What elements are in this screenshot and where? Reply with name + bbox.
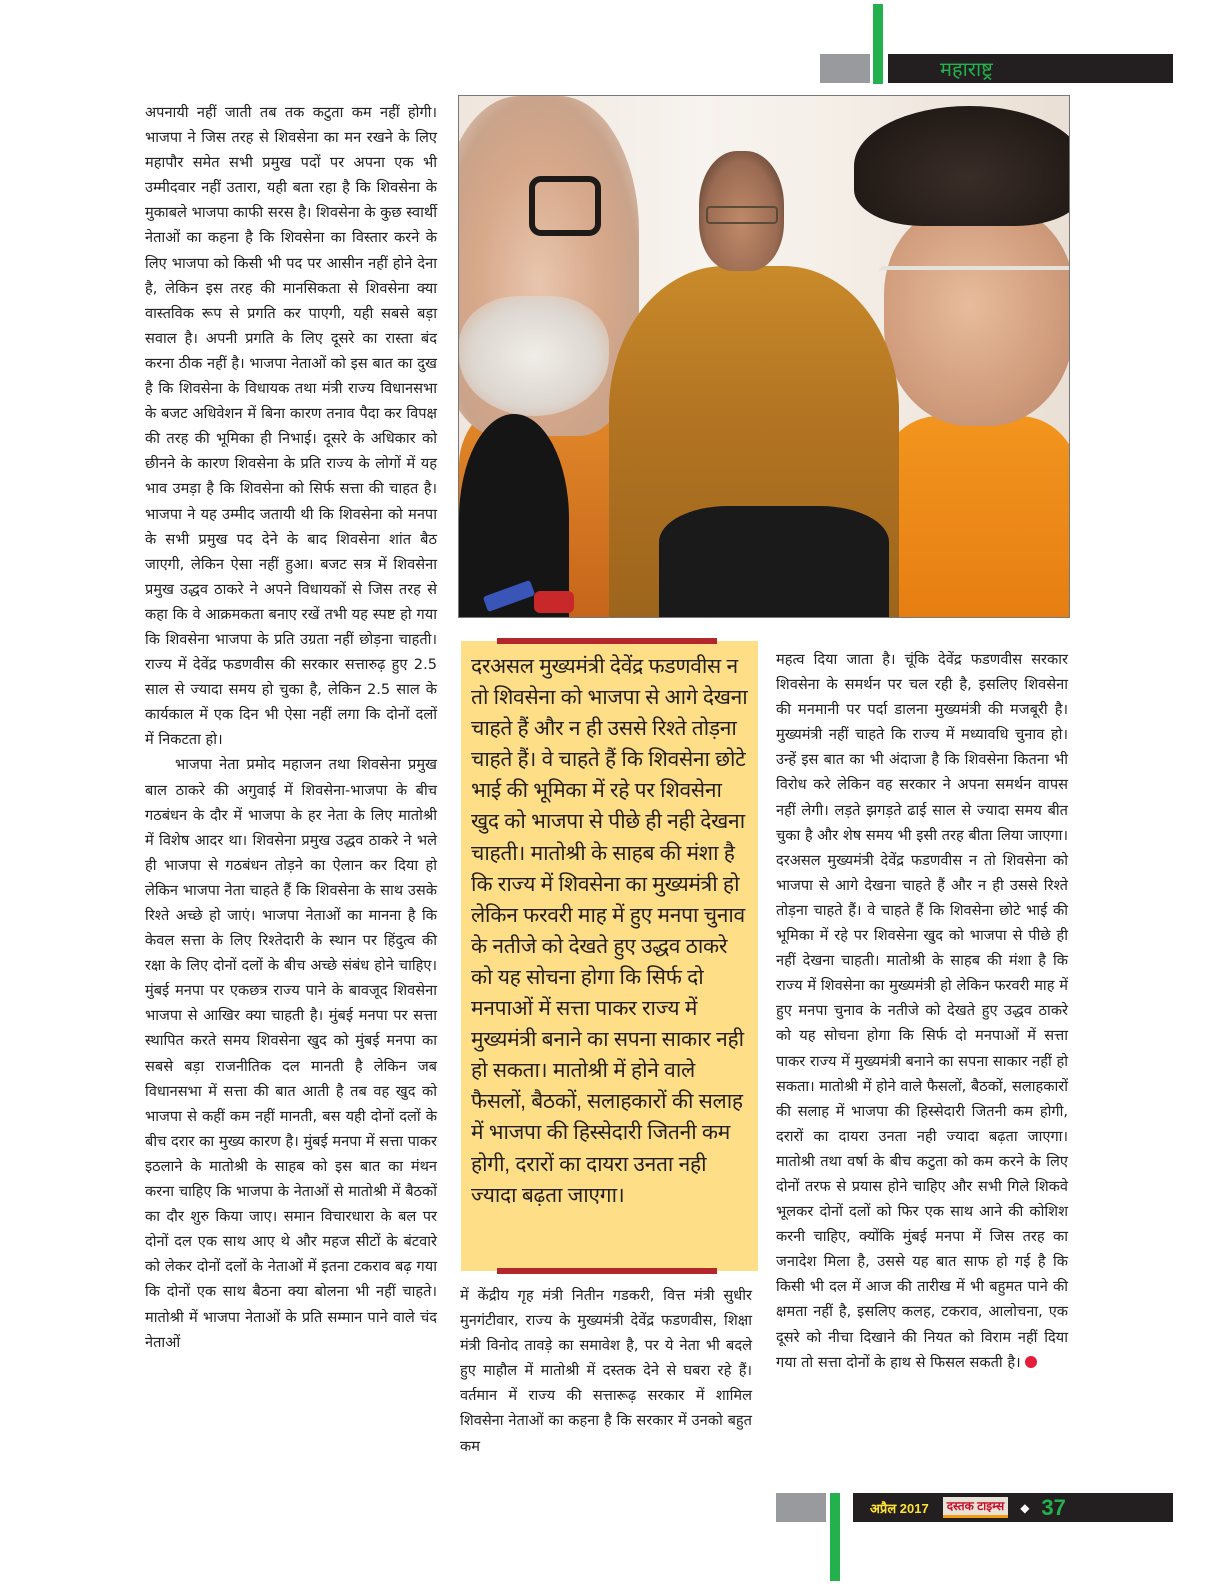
- article-column-middle: [460, 1283, 752, 1459]
- poster-left-glasses: [529, 176, 601, 236]
- article-column-right: [776, 647, 1068, 1375]
- footer-bar: [853, 1493, 1173, 1522]
- magazine-logo: दस्तक टाइम्स: [943, 1497, 1009, 1518]
- header-gray-block: [820, 54, 870, 83]
- pull-quote-text: दरअसल मुख्यमंत्री देवेंद्र फडणवीस न तो शिवसेना को भाजपा से आगे देखना चाहते हैं और न ही उससे रिश्ते तोड़ना चाहते हैं। वे चाहते हैं कि शिवसेना छोटे भाई की भूमिका में रहे पर शिवसेना खुद को भाजपा से पीछे ही नही देखना चाहती। मातोश्री के साहब की मंशा है कि राज्य में शिवसेना का मुख्यमंत्री हो लेकिन फरवरी माह में हुए मनपा चुनाव के नतीजे को देखते हुए उद्धव ठाकरे को यह सोचना होगा कि सिर्फ दो मनपाओं में सत्ता पाकर राज्य में मुख्यमंत्री बनाने का सपना साकार नही हो सकता। मातोश्री में होने वाले फैसलों, बैठकों, सलाहकारों की सलाह में भाजपा की हिस्सेदारी जितनी कम होगी, दरारों का दायरा उनता नही ज्यादा बढ़ता जाएगा।: [471, 655, 748, 1207]
- paragraph: भाजपा नेता प्रमोद महाजन तथा शिवसेना प्रमुख बाल ठाकरे की अगुवाई में शिवसेना-भाजपा के बीच गठबंधन के दौर में भाजपा के हर नेता के लिए मातोश्री में विशेष आदर था। शिवसेना प्रमुख उद्धव ठाकरे ने भले ही भाजपा से गठबंधन तोड़ने का ऐलान कर दिया हो लेकिन भाजपा नेता चाहते हैं कि शिवसेना के साथ उसके रिश्ते अच्छे हो जाएं। भाजपा नेताओं का मानना है कि केवल सत्ता के लिए रिश्तेदारी के स्थान पर हिंदुत्व की रक्षा के लिए दोनों दलों के बीच अच्छे संबंध होने चाहिए। मुंबई मनपा पर एकछत्र राज्य पाने के बावजूद शिवसेना भाजपा से आखिर क्या चाहती है। मुंबई मनपा पर सत्ता स्थापित करते समय शिवसेना खुद को मुंबई मनपा का सबसे बड़ा राजनीतिक दल मानती है लेकिन जब विधानसभा में सत्ता की बात आती है तब वह खुद को भाजपा से कहीं कम नहीं मानती, बस यही दोनों दलों के बीच दरार का मुख्य कारण है। मुंबई मनपा में सत्ता पाकर इठलाने के मातोश्री के साहब को इस बात का मंथन करना चाहिए कि भाजपा के नेताओं से मातोश्री में बैठकों का दौर शुरु किया जाए। समान विचारधारा के बल पर दोनों दल एक साथ आए थे और महज सीटों के बंटवारे को लेकर दोनों दलों के नेताओं में इतना टकराव बढ़ गया कि दोनों एक साथ बैठना क्या बोलना भी नहीं चाहते। मातोश्री में भाजपा नेताओं के प्रति सम्मान पाने वाले चंद नेताओं: [145, 756, 437, 1351]
- section-label: महाराष्ट्र: [940, 57, 993, 81]
- poster-right-face: [884, 206, 1070, 426]
- header-green-bar: [873, 4, 883, 84]
- paragraph: में केंद्रीय गृह मंत्री नितीन गडकरी, वित्त मंत्री सुधीर मुनगंटीवार, राज्य के मुख्यमंत्री देवेंद्र फडणवीस, शिक्षा मंत्री विनोद तावड़े का समावेश है, पर ये नेता भी बदले हुए माहौल में मातोश्री में दस्तक देने से घबरा रहे हैं। वर्तमान में राज्य की सत्तारूढ़ सरकार में शामिल शिवसेना नेताओं का कहना है कि सरकार में उनको बहुत कम: [460, 1287, 752, 1455]
- footer-gray-block: [776, 1493, 826, 1522]
- microphone-icon: [534, 591, 574, 613]
- paragraph: अपनायी नहीं जाती तब तक कटुता कम नहीं होगी। भाजपा ने जिस तरह से शिवसेना का मन रखने के लिए महापौर समेत सभी प्रमुख पदों पर अपना एक भी उम्मीदवार नहीं उतारा, यही बता रहा है कि शिवसेना के मुकाबले भाजपा काफी सरस है। शिवसेना के कुछ स्वार्थी नेताओं का कहना है कि शिवसेना का विस्तार करने के लिए भाजपा को किसी भी पद पर आसीन नहीं होने देना है, लेकिन इस तरह की मानसिकता से शिवसेना क्या वास्तविक रूप से प्रगति कर पाएगी, यही सबसे बड़ा सवाल है। अपनी प्रगति के लिए दूसरे का रास्ता बंद करना ठीक नहीं है। भाजपा नेताओं को इस बात का दुख है कि शिवसेना के विधायक तथा मंत्री राज्य विधानसभा के बजट अधिवेशन में बिना कारण तनाव पैदा कर विपक्ष की तरह की भूमिका ही निभाई। दूसरे के अधिकार को छीनने के कारण शिवसेना के प्रति राज्य के लोगों में यह भाव उमड़ा है कि शिवसेना को सिर्फ सत्ता की चाहत है। भाजपा ने यह उम्मीद जतायी थी कि शिवसेना को मनपा के सभी प्रमुख पद देने के बाद शिवसेना शांत बैठ जाएगी, लेकिन ऐसा नहीं हुआ। बजट सत्र में शिवसेना प्रमुख उद्धव ठाकरे ने अपने विधायकों से जिस तरह से कहा कि वे आक्रमकता बनाए रखें तभी यह स्पष्ट हो गया कि शिवसेना भाजपा के प्रति उग्रता नहीं छोड़ना चाहती। राज्य में देवेंद्र फडणवीस की सरकार सत्तारुढ़ हुए 2.5 साल से ज्यादा समय हो चुका है, लेकिन 2.5 साल के कार्यकाल में एक दिन भी ऐसा नहीं लगा कि दोनों दलों में निकटता हो।: [145, 104, 437, 749]
- speaker-glasses: [706, 206, 778, 224]
- end-of-article-dot-icon: [1025, 1356, 1037, 1368]
- poster-left-beard: [459, 296, 609, 416]
- chair-center: [659, 506, 889, 618]
- article-column-left: [145, 100, 437, 1355]
- poster-right-body: [879, 416, 1070, 618]
- header-black-bar: [888, 54, 1173, 83]
- paragraph: [776, 647, 1068, 1375]
- article-photo: [458, 95, 1070, 618]
- issue-date: अप्रैल 2017: [870, 1500, 929, 1516]
- poster-right-glasses: [879, 266, 1070, 288]
- page-number: 37: [1041, 1494, 1066, 1520]
- paragraph-text: महत्व दिया जाता है। चूंकि देवेंद्र फडणवीस सरकार शिवसेना के समर्थन पर चल रही है, इसलिए शिवसेना की मनमानी पर पर्दा डालना मुख्यमंत्री की मजबूरी है। मुख्यमंत्री नहीं चाहते कि राज्य में मध्यावधि चुनाव हो। उन्हें इस बात का भी अंदाजा है कि शिवसेना कितना भी विरोध करे लेकिन वह सरकार ने अपना समर्थन वापस नहीं लेगी। लड़ते झगड़ते ढाई साल से ज्यादा समय बीत चुका है और शेष समय भी इसी तरह बीता लिया जाएगा। दरअसल मुख्यमंत्री देवेंद्र फडणवीस न तो शिवसेना को भाजपा से आगे देखना चाहते हैं और न ही उससे रिश्ते तोड़ना चाहते हैं। वे चाहते हैं कि शिवसेना छोटे भाई की भूमिका में रहे पर शिवसेना खुद को भाजपा से पीछे ही नहीं देखना चाहती। मातोश्री के साहब की मंशा है कि राज्य में शिवसेना का मुख्यमंत्री हो लेकिन फरवरी माह में हुए मनपा चुनाव के नतीजे को देखते हुए उद्धव ठाकरे को यह सोचना होगा कि सिर्फ दो मनपाओं में सत्ता पाकर राज्य में मुख्यमंत्री बनाने का सपना साकार नहीं हो सकता। मातोश्री में होने वाले फैसलों, बैठकों, सलाहकारों की सलाह में भाजपा की हिस्सेदारी जितनी कम होगी, दरारों का दायरा उनता नही ज्यादा बढ़ता जाएगा। मातोश्री तथा वर्षा के बीच कटुता को कम करने के लिए दोनों तरफ से प्रयास होने चाहिए और सभी गिले शिकवे भूलकर दोनों दलों को फिर एक साथ आने की कोशिश करनी चाहिए, क्योंकि मुंबई मनपा में जिस तरह का जनादेश मिला है, उससे यह बात साफ हो गई है कि किसी भी दल में आज की तारीख में भी बहुमत पाने की क्षमता नहीं है, इसलिए कलह, टकराव, आलोचना, एक दूसरे को नीचा दिखाने की नियत को विराम नहीं दिया गया तो सत्ता दोनों के हाथ से फिसल सकती है।: [776, 651, 1068, 1371]
- pull-quote-box: [461, 641, 758, 1271]
- separator-diamond-icon: ◆: [1020, 1500, 1030, 1515]
- footer-green-bar: [830, 1493, 840, 1581]
- poster-right-hair: [854, 106, 1070, 226]
- pull-quote-rule-top: [497, 638, 717, 644]
- pull-quote-rule-bottom: [497, 1268, 717, 1274]
